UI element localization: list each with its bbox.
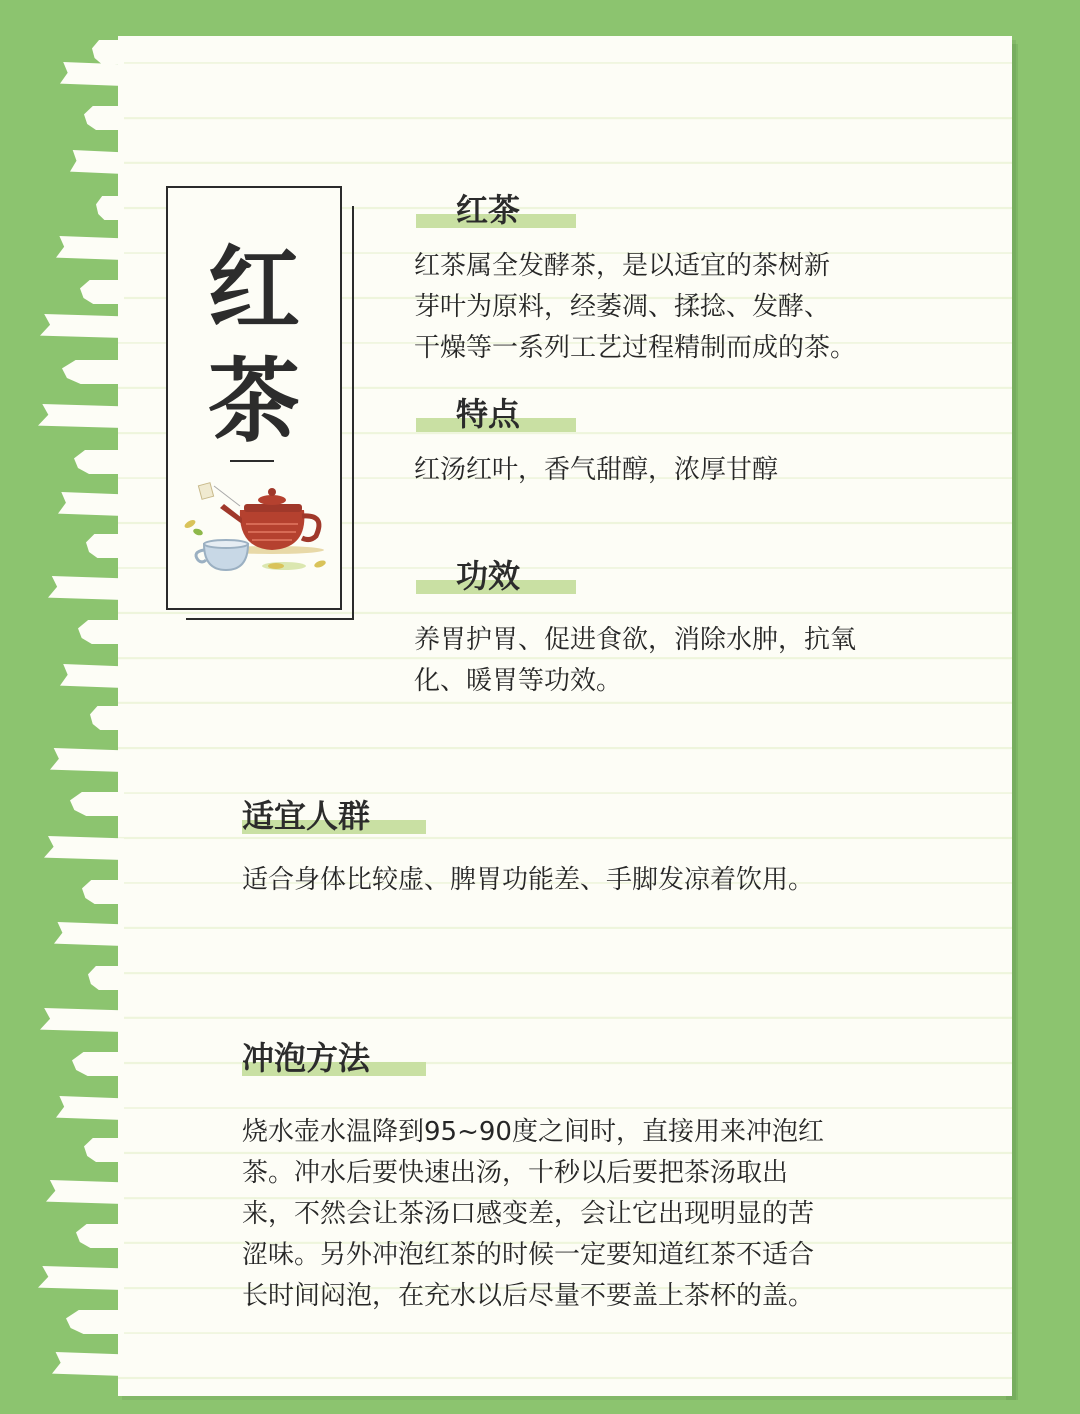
tedian-text: 红汤红叶，香气甜醇，浓厚甘醇 [414, 455, 779, 485]
torn-edge [0, 0, 130, 1414]
renqun-text: 适合身体比较虚、脾胃功能差、手脚发凉着饮用。 [242, 865, 815, 895]
title-char-1: 红 [207, 235, 300, 343]
heading-chongpao: 冲泡方法 [242, 1038, 426, 1078]
title-box [166, 186, 342, 610]
teapot-and-cup-icon [180, 480, 330, 584]
heading-hongcha: 红茶 [416, 190, 576, 230]
title-char-2: 茶 [207, 347, 300, 455]
chongpao-text: 烧水壶水温降到95~90度之间时，直接用来冲泡红 茶。冲水后要快速出汤，十秒以后要把茶汤取出 来，不然会让茶汤口感变差，会让它出现明显的苦 涩味。另外冲泡红茶的时候一定要知道红茶不适合 长时间闷泡，在充水以后尽量不要盖上茶杯的盖。 [242, 1117, 824, 1311]
gongxiao-text: 养胃护胃、促进食欲，消除水肿，抗氧 化、暖胃等功效。 [414, 625, 857, 696]
heading-renqun: 适宜人群 [242, 796, 426, 836]
heading-tedian: 特点 [416, 394, 576, 434]
heading-gongxiao: 功效 [416, 556, 576, 596]
hongcha-text: 红茶属全发酵茶，是以适宜的茶树新 芽叶为原料，经萎凋、揉捻、发酵、 干燥等一系列工艺过程精制而成的茶。 [414, 251, 857, 363]
divider [230, 460, 274, 462]
